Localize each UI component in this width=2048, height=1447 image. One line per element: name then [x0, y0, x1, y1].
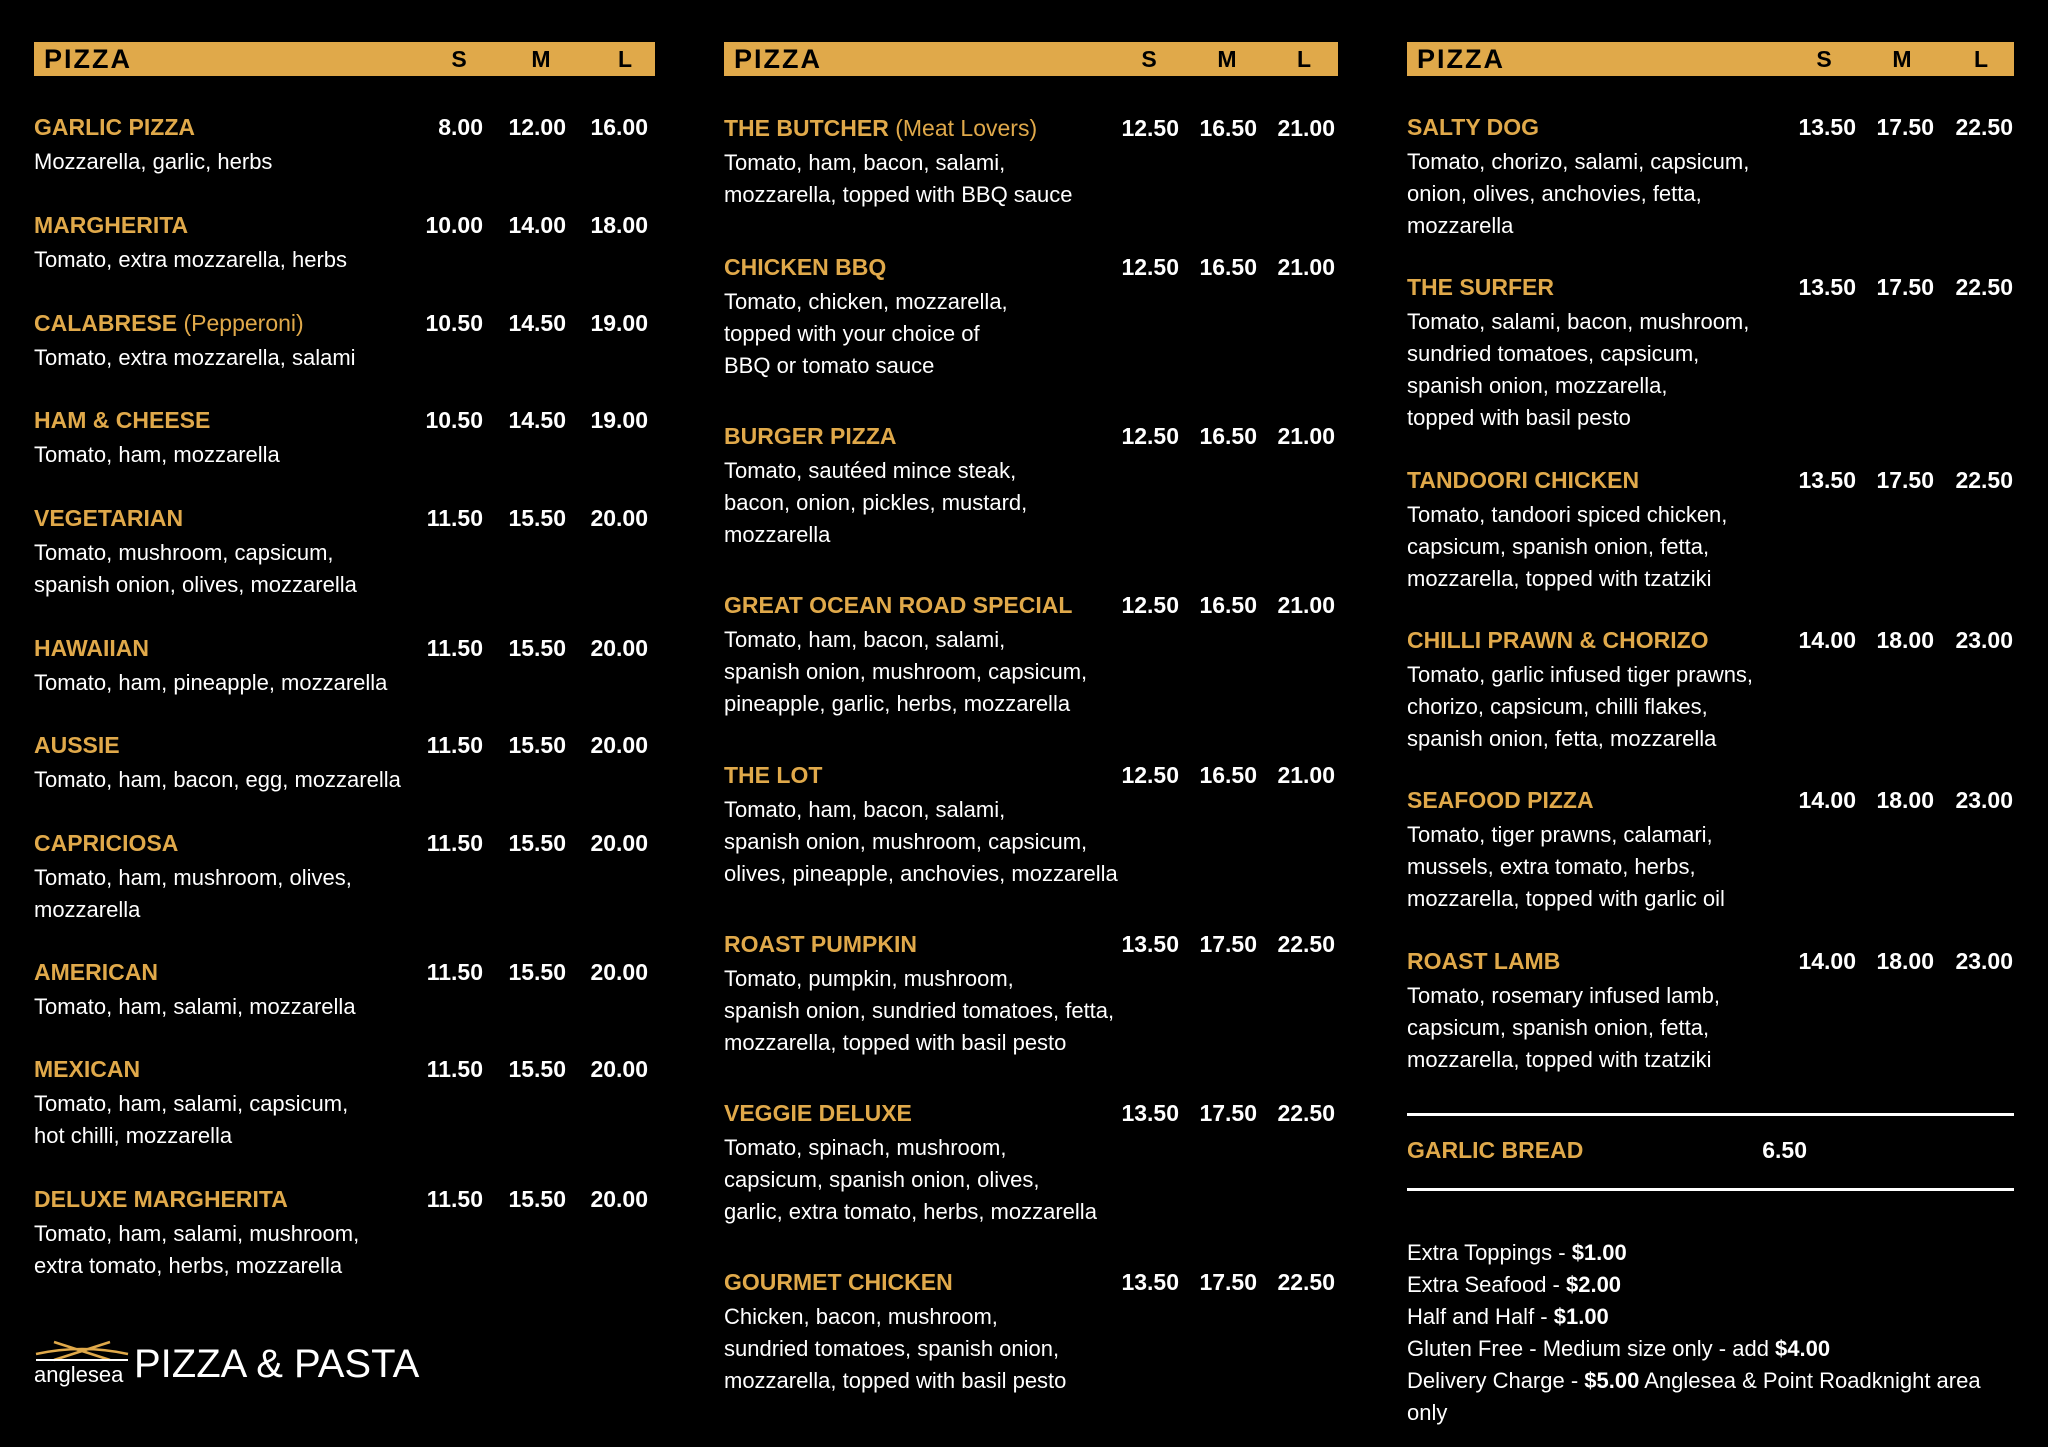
item-description: [34, 342, 356, 374]
description-line: mozzarella: [724, 522, 831, 547]
description-line: spanish onion, olives, mozzarella: [34, 572, 357, 597]
price-large: 20.00: [590, 1056, 648, 1082]
price-small: 11.50: [426, 1056, 483, 1082]
logo-title: PIZZA & PASTA: [134, 1342, 420, 1386]
description-line: Tomato, extra mozzarella, salami: [34, 345, 356, 370]
description-line: spanish onion, mushroom, capsicum,: [724, 829, 1088, 854]
price-small: 12.50: [1121, 423, 1179, 449]
item-description: [34, 764, 401, 796]
price-medium: 12.00: [508, 114, 566, 140]
description-line: extra tomato, herbs, mozzarella: [34, 1253, 343, 1278]
description-line: mozzarella, topped with tzatziki: [1407, 566, 1712, 591]
price-large: 22.50: [1277, 1269, 1335, 1295]
price-medium: 16.50: [1199, 254, 1257, 280]
price-medium: 17.50: [1876, 467, 1934, 493]
item-description: [724, 624, 1087, 720]
description-line: Tomato, extra mozzarella, herbs: [34, 247, 348, 272]
extras-line: Extra Seafood - $2.00: [1407, 1272, 1622, 1297]
description-line: BBQ or tomato sauce: [724, 353, 935, 378]
price-small: 14.00: [1798, 787, 1856, 813]
item-description: [1407, 306, 1749, 434]
price-large: 20.00: [590, 505, 648, 531]
price-large: 22.50: [1955, 467, 2013, 493]
size-small-label: S: [1141, 46, 1157, 72]
price-large: 22.50: [1955, 114, 2013, 140]
description-line: Tomato, ham, bacon, egg, mozzarella: [34, 767, 401, 792]
item-name: VEGGIE DELUXE: [724, 1100, 912, 1126]
item-name: CAPRICIOSA: [34, 830, 179, 856]
item-name: SALTY DOG: [1407, 114, 1540, 140]
size-medium-label: M: [1892, 46, 1912, 72]
price-medium: 15.50: [508, 1186, 566, 1212]
size-small-label: S: [1816, 46, 1832, 72]
description-line: Tomato, tandoori spiced chicken,: [1407, 502, 1728, 527]
price-small: 12.50: [1121, 762, 1179, 788]
description-line: Tomato, salami, bacon, mushroom,: [1407, 309, 1750, 334]
description-line: Tomato, ham, pineapple, mozzarella: [34, 670, 388, 695]
item-name: SEAFOOD PIZZA: [1407, 787, 1594, 813]
size-medium-label: M: [531, 46, 551, 72]
price-large: 23.00: [1955, 948, 2013, 974]
size-medium-label: M: [1217, 46, 1237, 72]
item-description: [34, 537, 357, 601]
price-small: 12.50: [1121, 254, 1179, 280]
price-large: 21.00: [1277, 592, 1335, 618]
extras-line: Delivery Charge - $5.00 Anglesea & Point Roadknight area only: [1407, 1368, 1981, 1425]
item-description: [34, 667, 387, 699]
item-description: [1407, 659, 1753, 755]
column-header: [724, 42, 1338, 76]
description-line: Tomato, ham, salami, mushroom,: [34, 1221, 360, 1246]
item-name: MARGHERITA: [34, 212, 189, 238]
price-medium: 15.50: [508, 959, 566, 985]
item-description: [34, 146, 272, 178]
price-small: 13.50: [1121, 931, 1179, 957]
description-line: Tomato, sautéed mince steak,: [724, 458, 1017, 483]
item-name: AMERICAN: [34, 959, 158, 985]
description-line: Tomato, garlic infused tiger prawns,: [1407, 662, 1754, 687]
item-description: [1407, 819, 1725, 915]
price-large: 20.00: [590, 959, 648, 985]
description-line: Tomato, ham, bacon, salami,: [724, 797, 1006, 822]
price-medium: 17.50: [1199, 1269, 1257, 1295]
description-line: Tomato, chicken, mozzarella,: [724, 289, 1008, 314]
divider-rule: [1407, 1113, 2014, 1116]
description-line: mozzarella: [34, 897, 141, 922]
item-name: GARLIC PIZZA: [34, 114, 195, 140]
size-large-label: L: [1973, 46, 1989, 72]
description-line: mozzarella, topped with basil pesto: [724, 1030, 1067, 1055]
price-medium: 17.50: [1199, 931, 1257, 957]
logo-small-text: anglesea: [34, 1362, 124, 1387]
price-small: 11.50: [426, 635, 483, 661]
item-name: MEXICAN: [34, 1056, 141, 1082]
column-header: [1407, 42, 2014, 76]
price-small: 14.00: [1798, 948, 1856, 974]
size-small-label: S: [451, 46, 467, 72]
extras-list: [1407, 1237, 2014, 1429]
price-large: 22.50: [1277, 1100, 1335, 1126]
price-medium: 14.00: [508, 212, 566, 238]
price-small: 10.50: [425, 310, 483, 336]
item-name: GARLIC BREAD: [1407, 1137, 1584, 1163]
menu-column-1: [34, 42, 655, 1278]
price-medium: 17.50: [1876, 114, 1934, 140]
item-description: [724, 1132, 1097, 1228]
price-large: 21.00: [1277, 423, 1335, 449]
description-line: Tomato, ham, bacon, salami,: [724, 627, 1006, 652]
price-small: 13.50: [1121, 1100, 1179, 1126]
price-small: 10.00: [425, 212, 483, 238]
price-medium: 14.50: [508, 310, 566, 336]
description-line: garlic, extra tomato, herbs, mozzarella: [724, 1199, 1097, 1224]
price-small: 11.50: [426, 1186, 483, 1212]
price-medium: 18.00: [1876, 787, 1934, 813]
item-name: GOURMET CHICKEN: [724, 1269, 953, 1295]
description-line: pineapple, garlic, herbs, mozzarella: [724, 691, 1071, 716]
item-description: [724, 963, 1114, 1059]
brand-logo: [34, 1340, 434, 1390]
item-name: GREAT OCEAN ROAD SPECIAL: [724, 592, 1073, 618]
description-line: sundried tomatoes, spanish onion,: [724, 1336, 1060, 1361]
description-line: capsicum, spanish onion, olives,: [724, 1167, 1040, 1192]
header-title: PIZZA: [44, 44, 132, 74]
price-small: 10.50: [425, 407, 483, 433]
price-medium: 15.50: [508, 635, 566, 661]
extras-line: Half and Half - $1.00: [1407, 1304, 1609, 1329]
description-line: Chicken, bacon, mushroom,: [724, 1304, 998, 1329]
price-medium: 15.50: [508, 1056, 566, 1082]
description-line: Tomato, ham, salami, mozzarella: [34, 994, 356, 1019]
item-description: [724, 794, 1118, 890]
description-line: chorizo, capsicum, chilli flakes,: [1407, 694, 1708, 719]
price-medium: 14.50: [508, 407, 566, 433]
description-line: topped with your choice of: [724, 321, 980, 346]
price-small: 11.50: [426, 830, 483, 856]
item-name: AUSSIE: [34, 732, 120, 758]
price-large: 20.00: [590, 1186, 648, 1212]
price-large: 23.00: [1955, 787, 2013, 813]
description-line: Tomato, rosemary infused lamb,: [1407, 983, 1721, 1008]
description-line: capsicum, spanish onion, fetta,: [1407, 534, 1710, 559]
description-line: bacon, onion, pickles, mustard,: [724, 490, 1028, 515]
price-small: 12.50: [1121, 115, 1179, 141]
item-description: [1407, 499, 1727, 595]
description-line: Tomato, chorizo, salami, capsicum,: [1407, 149, 1750, 174]
description-line: Tomato, pumpkin, mushroom,: [724, 966, 1014, 991]
description-line: mozzarella, topped with BBQ sauce: [724, 182, 1073, 207]
item-name: HAM & CHEESE: [34, 407, 211, 433]
price-small: 12.50: [1121, 592, 1179, 618]
item-description: [724, 455, 1027, 551]
description-line: Tomato, ham, bacon, salami,: [724, 150, 1006, 175]
price-small: 13.50: [1121, 1269, 1179, 1295]
price-medium: 15.50: [508, 732, 566, 758]
description-line: mozzarella, topped with basil pesto: [724, 1368, 1067, 1393]
item-name: CHILLI PRAWN & CHORIZO: [1407, 627, 1709, 653]
logo-mark-icon: [34, 1340, 130, 1362]
description-line: mozzarella, topped with tzatziki: [1407, 1047, 1712, 1072]
item-name: BURGER PIZZA: [724, 423, 897, 449]
item-description: [34, 1218, 359, 1282]
price-small: 11.50: [426, 505, 483, 531]
item-name: THE LOT: [724, 762, 823, 788]
price-large: 18.00: [590, 212, 648, 238]
price-small: 13.50: [1798, 274, 1856, 300]
description-line: topped with basil pesto: [1407, 405, 1631, 430]
price-medium: 15.50: [508, 505, 566, 531]
price-large: 20.00: [590, 635, 648, 661]
menu-column-2: [724, 42, 1338, 1393]
menu-column-3: [1407, 42, 2014, 1425]
price-medium: 16.50: [1199, 115, 1257, 141]
item-subtitle: (Meat Lovers): [895, 115, 1038, 141]
price-large: 19.00: [590, 310, 648, 336]
extras-line: Gluten Free - Medium size only - add $4.00: [1407, 1336, 1831, 1361]
description-line: mussels, extra tomato, herbs,: [1407, 854, 1696, 879]
item-subtitle: (Pepperoni): [183, 310, 304, 336]
description-line: Tomato, ham, mozzarella: [34, 442, 280, 467]
item-description: [1407, 980, 1720, 1076]
description-line: mozzarella, topped with garlic oil: [1407, 886, 1725, 911]
description-line: Tomato, mushroom, capsicum,: [34, 540, 334, 565]
item-name: ROAST PUMPKIN: [724, 931, 917, 957]
item-description: [724, 1301, 1066, 1397]
description-line: mozzarella: [1407, 213, 1514, 238]
garlic-bread-price: 6.50: [1762, 1137, 1807, 1163]
price-small: 8.00: [438, 114, 483, 140]
price-medium: 18.00: [1876, 948, 1934, 974]
header-title: PIZZA: [1417, 44, 1505, 74]
item-description: [724, 147, 1073, 211]
item-description: [34, 862, 352, 926]
price-medium: 16.50: [1199, 592, 1257, 618]
extras-line: Extra Toppings - $1.00: [1407, 1240, 1627, 1265]
price-medium: 15.50: [508, 830, 566, 856]
description-line: spanish onion, mozzarella,: [1407, 373, 1668, 398]
header-title: PIZZA: [734, 44, 822, 74]
price-large: 20.00: [590, 830, 648, 856]
item-description: [34, 991, 356, 1023]
item-description: [34, 1088, 348, 1152]
price-medium: 17.50: [1199, 1100, 1257, 1126]
description-line: Mozzarella, garlic, herbs: [34, 149, 273, 174]
price-large: 20.00: [590, 732, 648, 758]
description-line: spanish onion, sundried tomatoes, fetta,: [724, 998, 1115, 1023]
description-line: Tomato, spinach, mushroom,: [724, 1135, 1007, 1160]
description-line: Tomato, tiger prawns, calamari,: [1407, 822, 1713, 847]
price-large: 16.00: [590, 114, 648, 140]
divider-rule: [1407, 1188, 2014, 1191]
size-large-label: L: [617, 46, 633, 72]
description-line: sundried tomatoes, capsicum,: [1407, 341, 1700, 366]
item-name: VEGETARIAN: [34, 505, 184, 531]
description-line: hot chilli, mozzarella: [34, 1123, 233, 1148]
item-name: THE SURFER: [1407, 274, 1554, 300]
item-name: CHICKEN BBQ: [724, 254, 887, 280]
column-header: [34, 42, 655, 76]
price-medium: 18.00: [1876, 627, 1934, 653]
item-name: ROAST LAMB: [1407, 948, 1561, 974]
item-description: [34, 439, 280, 471]
item-description: [34, 244, 347, 276]
description-line: Tomato, ham, mushroom, olives,: [34, 865, 352, 890]
price-medium: 17.50: [1876, 274, 1934, 300]
description-line: onion, olives, anchovies, fetta,: [1407, 181, 1702, 206]
description-line: capsicum, spanish onion, fetta,: [1407, 1015, 1710, 1040]
description-line: spanish onion, fetta, mozzarella: [1407, 726, 1717, 751]
price-large: 23.00: [1955, 627, 2013, 653]
price-large: 21.00: [1277, 254, 1335, 280]
price-large: 21.00: [1277, 115, 1335, 141]
item-name: TANDOORI CHICKEN: [1407, 467, 1640, 493]
description-line: olives, pineapple, anchovies, mozzarella: [724, 861, 1118, 886]
price-medium: 16.50: [1199, 762, 1257, 788]
price-medium: 16.50: [1199, 423, 1257, 449]
item-name: THE BUTCHER (Meat Lovers): [724, 115, 1038, 141]
price-large: 19.00: [590, 407, 648, 433]
price-large: 21.00: [1277, 762, 1335, 788]
price-small: 13.50: [1798, 467, 1856, 493]
item-name: CALABRESE (Pepperoni): [34, 310, 304, 336]
size-large-label: L: [1296, 46, 1312, 72]
description-line: spanish onion, mushroom, capsicum,: [724, 659, 1088, 684]
price-large: 22.50: [1955, 274, 2013, 300]
price-small: 11.50: [426, 732, 483, 758]
price-large: 22.50: [1277, 931, 1335, 957]
item-description: [1407, 146, 1749, 242]
item-name: HAWAIIAN: [34, 635, 149, 661]
price-small: 14.00: [1798, 627, 1856, 653]
item-description: [724, 286, 1008, 382]
item-name: DELUXE MARGHERITA: [34, 1186, 288, 1212]
price-small: 11.50: [426, 959, 483, 985]
description-line: Tomato, ham, salami, capsicum,: [34, 1091, 349, 1116]
price-small: 13.50: [1798, 114, 1856, 140]
